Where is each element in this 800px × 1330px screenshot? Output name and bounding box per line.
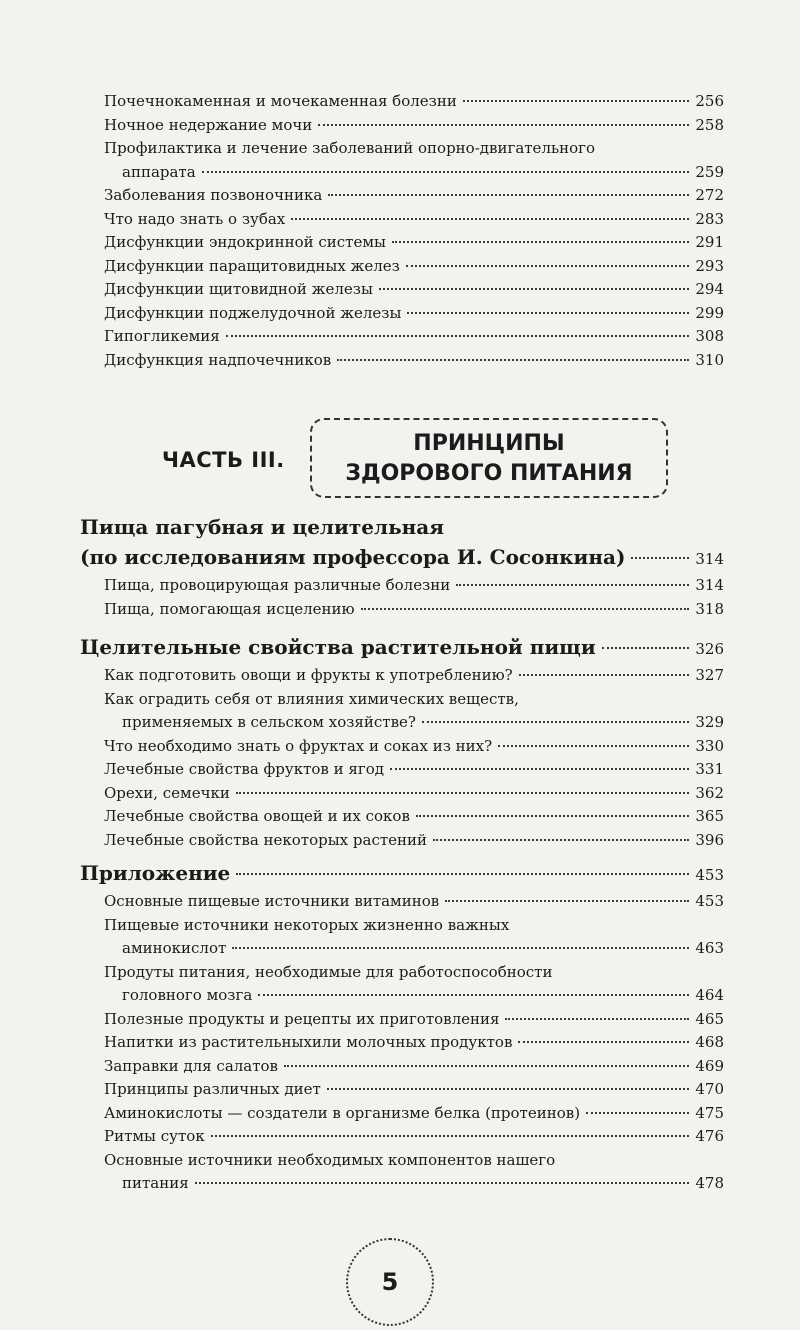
toc-entry[interactable] (104, 598, 724, 622)
leader-dots (602, 646, 690, 649)
toc-section-1 (80, 512, 724, 621)
toc-entry-page: 256 (695, 92, 724, 110)
toc-entry-page: 259 (695, 162, 724, 181)
leader-dots (226, 334, 690, 337)
leader-dots (379, 287, 689, 290)
toc-entry-title: Как подготовить овощи и фрукты к употреблению? (104, 666, 513, 684)
part-title-box (310, 418, 668, 498)
toc-entry-title: Дисфункция надпочечников (104, 350, 332, 369)
leader-dots (284, 1064, 689, 1067)
toc-entry[interactable] (104, 302, 724, 326)
toc-entry-title: Почечнокаменная и мочекаменная болезни (104, 92, 457, 110)
toc-entry-page: 318 (695, 599, 724, 618)
toc-entry-title: Что необходимо знать о фруктах и соках из них? (104, 736, 493, 755)
leader-dots (328, 193, 689, 196)
toc-entry-title: Лечебные свойства овощей и их соков (104, 807, 410, 825)
toc-entry-page: 294 (695, 280, 724, 298)
toc-entry[interactable] (104, 325, 724, 349)
toc-entry[interactable] (104, 1078, 724, 1102)
toc-entry-page: 478 (695, 1174, 724, 1192)
toc-entry[interactable] (104, 574, 724, 598)
toc-entry[interactable] (104, 137, 724, 184)
part-title-line2: ЗДОРОВОГО ПИТАНИЯ (345, 461, 633, 486)
page-number: 5 (346, 1238, 434, 1326)
section-1-heading-row[interactable] (80, 542, 724, 574)
toc-entry[interactable] (104, 184, 724, 208)
leader-dots (586, 1111, 689, 1114)
leader-dots (456, 583, 689, 586)
toc-entry-title-line1: Профилактика и лечение заболеваний опорно-двигательного (104, 139, 596, 157)
toc-entry[interactable] (104, 1031, 724, 1055)
toc-entry[interactable] (104, 208, 724, 232)
section-1-page: 314 (695, 550, 724, 568)
part-label: ЧАСТЬ III. (162, 448, 285, 472)
toc-entry[interactable] (104, 1055, 724, 1079)
leader-dots (195, 1181, 690, 1184)
toc-entry-title: Аминокислоты — создатели в организме белка (протеинов) (104, 1103, 581, 1122)
leader-dots (337, 358, 689, 361)
toc-entry[interactable] (104, 805, 724, 829)
toc-top-list (104, 90, 724, 372)
toc-entry-page: 331 (695, 760, 724, 778)
leader-dots (416, 814, 689, 817)
toc-entry[interactable] (104, 278, 724, 302)
section-2-entries (80, 664, 724, 852)
leader-dots (518, 1040, 689, 1043)
toc-entry-title: Что надо знать о зубах (104, 209, 286, 228)
toc-entry-page: 327 (695, 666, 724, 684)
toc-entry-title: Ночное недержание мочи (104, 115, 313, 134)
toc-entry-page: 299 (695, 303, 724, 322)
toc-entry-title-line1: Пищевые источники некоторых жизненно важных (104, 915, 510, 934)
toc-entry-page: 453 (695, 892, 724, 910)
toc-entry-title: питания (122, 1174, 189, 1192)
toc-entry-title: аминокислот (122, 939, 227, 957)
toc-entry[interactable] (104, 688, 724, 735)
section-1-entries (80, 574, 724, 621)
leader-dots (407, 311, 689, 314)
section-2-page: 326 (695, 640, 724, 658)
toc-entry-page: 396 (695, 830, 724, 849)
toc-entry[interactable] (104, 735, 724, 759)
leader-dots (236, 791, 689, 794)
toc-entry-page: 470 (695, 1080, 724, 1098)
leader-dots (422, 720, 689, 723)
leader-dots (392, 240, 689, 243)
toc-entry-page: 329 (695, 713, 724, 731)
toc-entry-page: 468 (695, 1033, 724, 1051)
toc-entry-title: Основные пищевые источники витаминов (104, 892, 440, 910)
toc-entry-title-line1: Продуты питания, необходимые для работоспособности (104, 962, 553, 981)
toc-entry-title: Заболевания позвоночника (104, 186, 323, 204)
leader-dots (232, 946, 689, 949)
toc-entry-title: Пища, помогающая исцелению (104, 599, 355, 618)
toc-entry-page: 476 (695, 1127, 724, 1145)
toc-entry[interactable] (104, 349, 724, 373)
part-heading (160, 418, 680, 504)
part-title-line1: ПРИНЦИПЫ (413, 431, 565, 456)
leader-dots (519, 673, 690, 676)
toc-entry-page: 365 (695, 807, 724, 825)
toc-entry[interactable] (104, 1102, 724, 1126)
toc-entry[interactable] (104, 1008, 724, 1032)
toc-entry-title: Напитки из растительныхили молочных продуктов (104, 1033, 513, 1051)
section-3-entries (80, 890, 724, 1196)
toc-section-2 (80, 632, 724, 852)
toc-entry[interactable] (104, 961, 724, 1008)
toc-entry-title: Гипогликемия (104, 327, 220, 345)
toc-entry-page: 272 (695, 186, 724, 204)
toc-entry-title: аппарата (122, 162, 196, 181)
toc-entry-title: Полезные продукты и рецепты их приготовления (104, 1009, 500, 1028)
leader-dots (433, 838, 689, 841)
toc-entry[interactable] (104, 758, 724, 782)
leader-dots (327, 1087, 690, 1090)
toc-entry-page: 330 (695, 736, 724, 755)
toc-entry-page: 475 (695, 1103, 724, 1122)
section-3-heading-row[interactable] (80, 858, 724, 890)
toc-entry-title: Дисфункции эндокринной системы (104, 233, 386, 251)
toc-entry-title: Ритмы суток (104, 1127, 205, 1145)
toc-entry-page: 310 (695, 350, 724, 369)
leader-dots (445, 899, 689, 902)
toc-entry[interactable] (104, 782, 724, 806)
section-3-page: 453 (695, 866, 724, 884)
toc-entry-title-line1: Основные источники необходимых компонентов нашего (104, 1150, 556, 1169)
toc-entry-title: Лечебные свойства некоторых растений (104, 830, 428, 849)
section-1-heading-line1: Пища пагубная и целительная (80, 515, 445, 539)
toc-entry-page: 469 (695, 1056, 724, 1075)
toc-entry-title: Пища, провоцирующая различные болезни (104, 576, 451, 594)
toc-entry[interactable] (104, 664, 724, 688)
toc-entry-title: Принципы различных диет (104, 1080, 321, 1098)
toc-entry-page: 465 (695, 1009, 724, 1028)
toc-entry-title: Дисфункции поджелудочной железы (104, 303, 402, 322)
toc-entry-title: Лечебные свойства фруктов и ягод (104, 760, 384, 778)
toc-entry[interactable] (104, 255, 724, 279)
toc-entry-title: Орехи, семечки (104, 783, 230, 802)
toc-entry[interactable] (104, 890, 724, 914)
toc-entry-title: головного мозга (122, 986, 253, 1004)
section-3-heading: Приложение (80, 861, 231, 885)
toc-entry[interactable] (104, 1149, 724, 1196)
leader-dots (505, 1017, 689, 1020)
leader-dots (631, 556, 689, 559)
leader-dots (498, 744, 689, 747)
toc-entry-page: 258 (695, 115, 724, 134)
toc-entry-page: 362 (695, 783, 724, 802)
toc-entry[interactable] (104, 829, 724, 853)
section-2-heading-row[interactable] (80, 632, 724, 664)
leader-dots (258, 993, 689, 996)
leader-dots (318, 123, 689, 126)
toc-section-3 (80, 858, 724, 1196)
toc-entry-title: Дисфункции щитовидной железы (104, 280, 373, 298)
leader-dots (236, 872, 689, 875)
toc-entry-title: применяемых в сельском хозяйстве? (122, 713, 416, 731)
leader-dots (211, 1134, 690, 1137)
toc-entry-title: Заправки для салатов (104, 1056, 279, 1075)
toc-entry-title-line1: Как оградить себя от влияния химических веществ, (104, 689, 519, 708)
leader-dots (463, 99, 690, 102)
section-2-heading: Целительные свойства растительной пищи (80, 635, 596, 659)
toc-entry[interactable] (104, 231, 724, 255)
toc-entry-title: Дисфункции паращитовидных желез (104, 256, 400, 275)
toc-entry[interactable] (104, 914, 724, 961)
toc-entry[interactable] (104, 1125, 724, 1149)
section-1-heading-line2: (по исследованиям профессора И. Сосонкина) (80, 545, 626, 569)
toc-entry[interactable] (104, 90, 724, 114)
toc-entry-page: 314 (695, 576, 724, 594)
toc-entry[interactable] (104, 114, 724, 138)
toc-entry-page: 291 (695, 233, 724, 251)
leader-dots (202, 170, 690, 173)
toc-entry-page: 293 (695, 256, 724, 275)
toc-entry-page: 464 (695, 986, 724, 1004)
leader-dots (361, 607, 690, 610)
toc-entry-page: 283 (695, 209, 724, 228)
toc-entry-page: 308 (695, 327, 724, 345)
leader-dots (406, 264, 690, 267)
toc-entry-page: 463 (695, 939, 724, 957)
leader-dots (390, 767, 689, 770)
leader-dots (291, 217, 689, 220)
